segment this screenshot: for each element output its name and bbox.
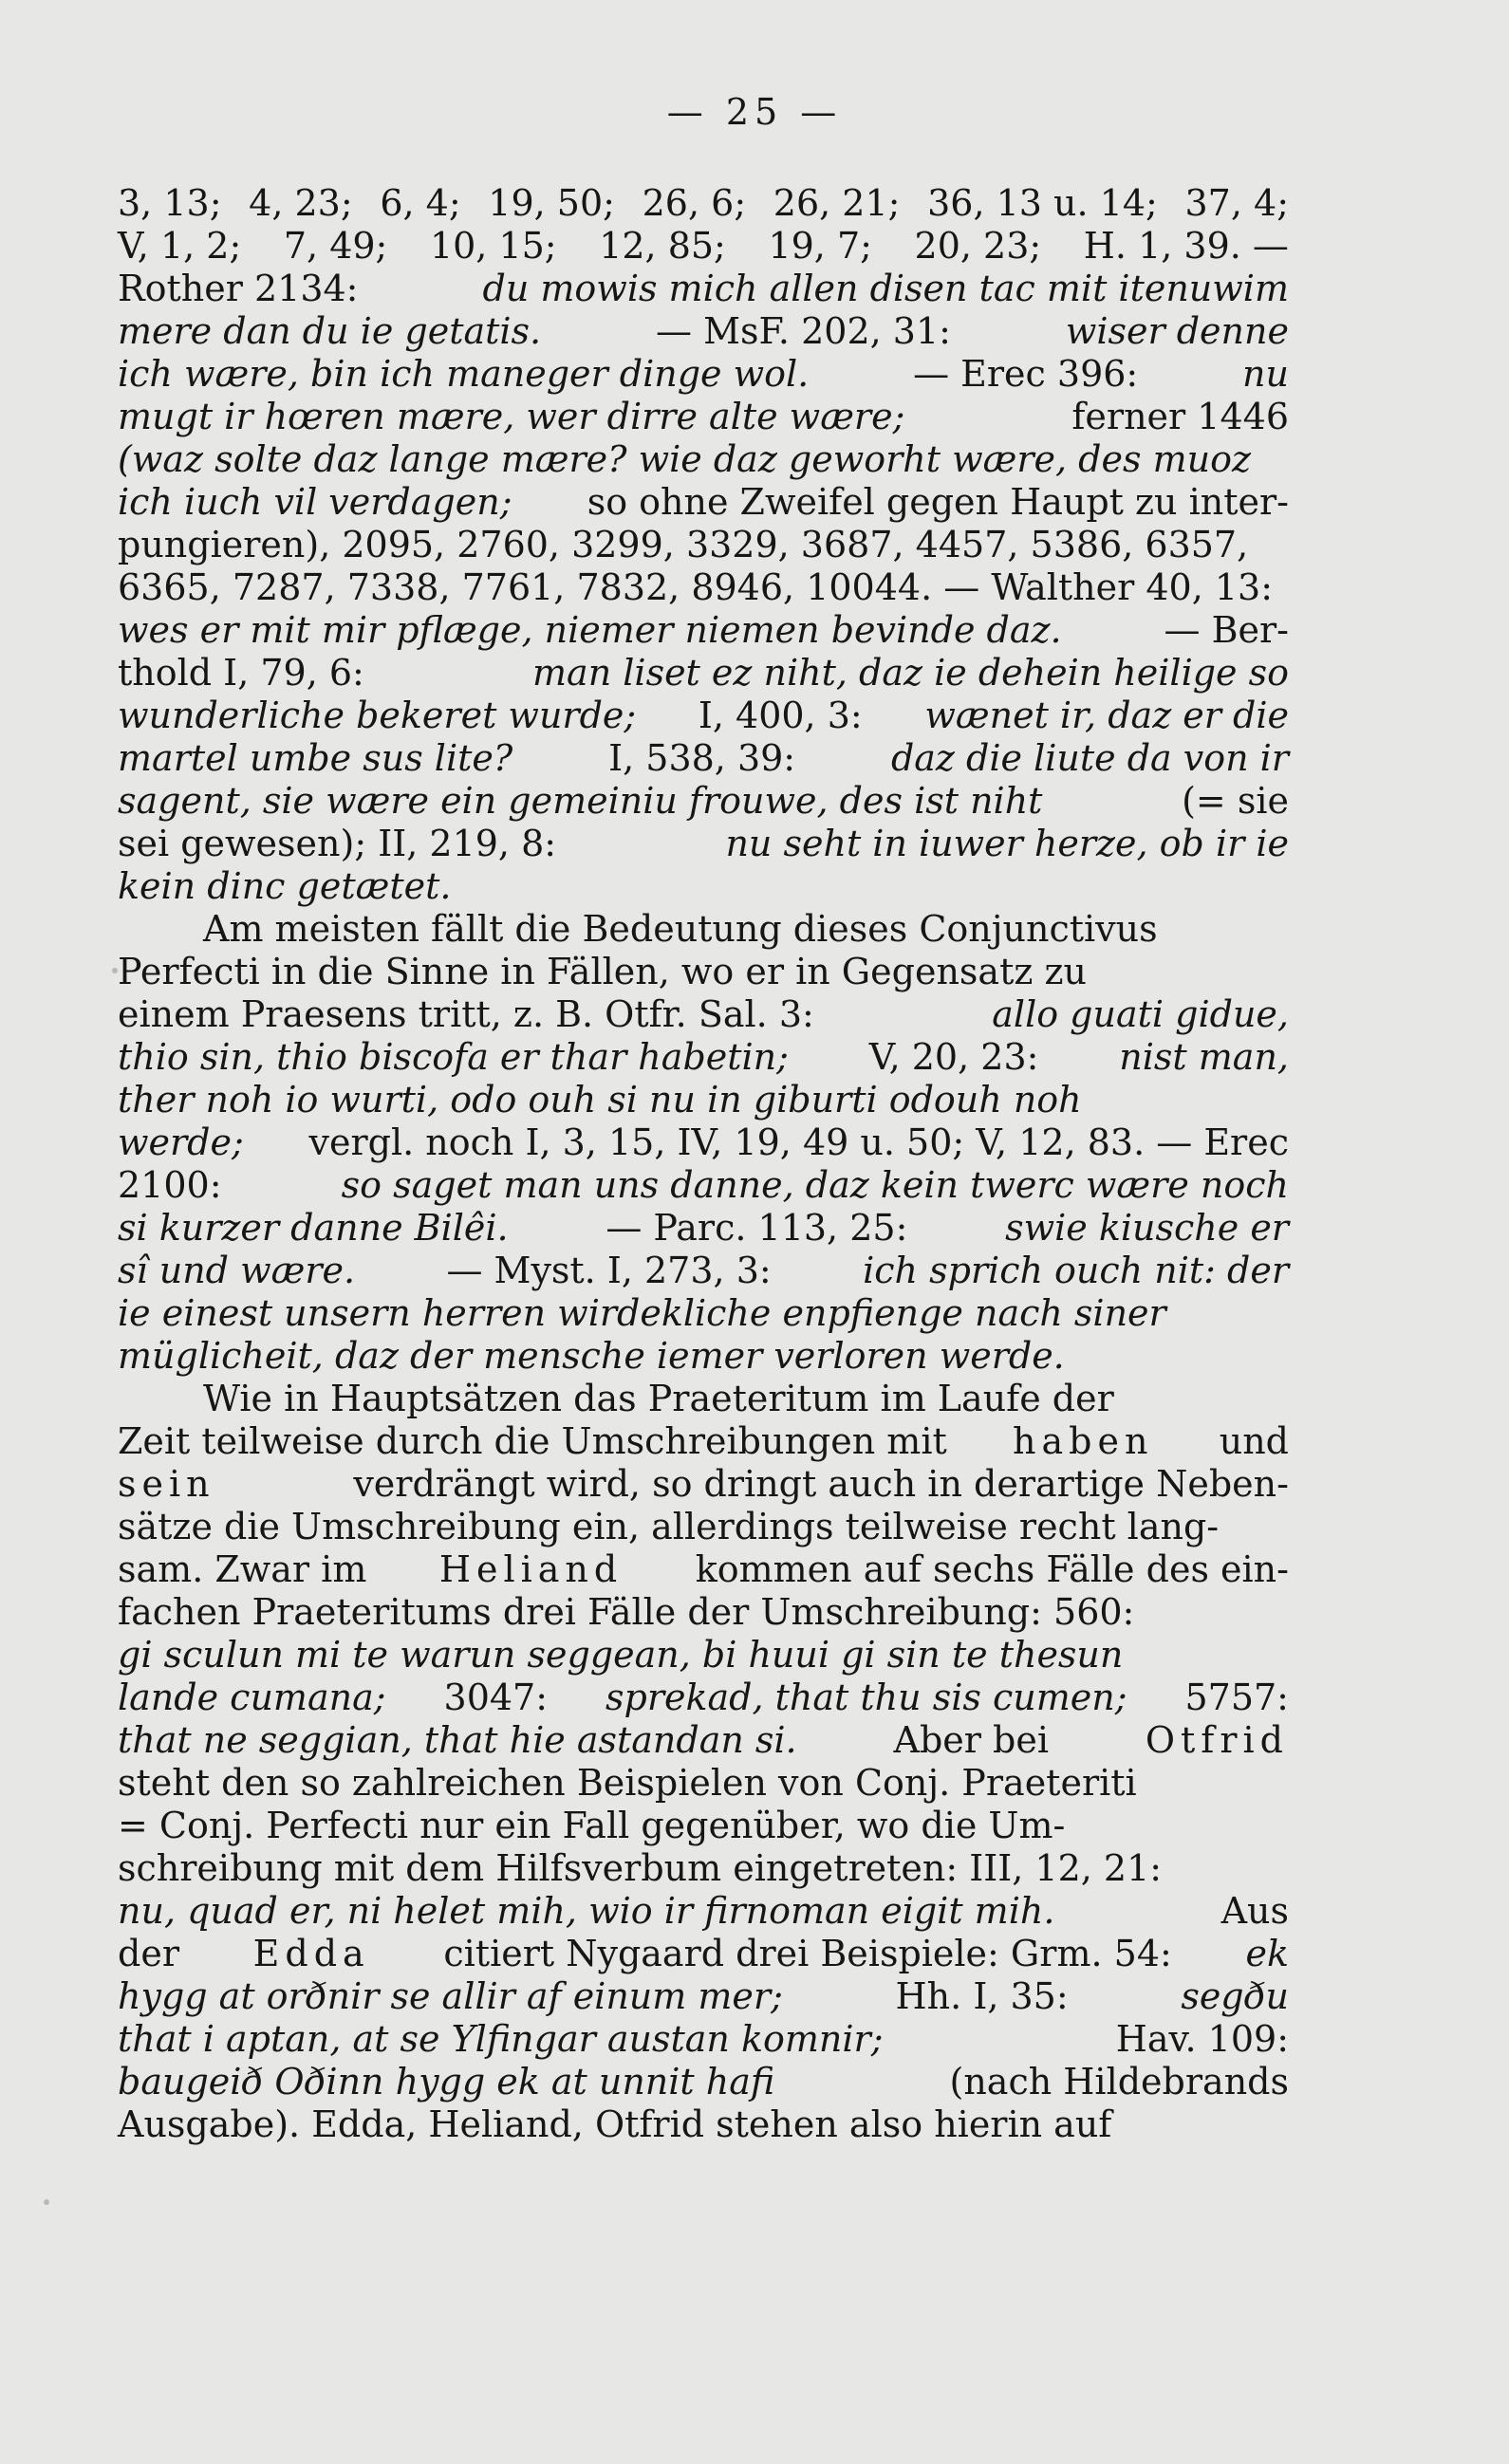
text-line [118,1975,1289,2018]
italic-quotation: (waz solte daz lange mære? wie daz geworht wære, des muoz [118,438,1251,480]
text-line [118,481,1289,524]
text-segment: kommen auf sechs Fälle des ein- [695,1548,1289,1590]
text-line [118,1847,1289,1890]
text-segment: steht den so zahlreichen Beispielen von Conj. Praeteriti [118,1762,1137,1804]
text-segment: (= sie [1182,780,1289,822]
italic-quotation: gi sculun mi te warun seggean, bi huui gi sin te thesun [118,1634,1124,1676]
text-segment: 26, 21; [773,182,901,224]
italic-quotation: kein dinc getætet. [118,865,452,907]
text-line [118,1463,1289,1506]
text-segment: fachen Praeteritums drei Fälle der Umschreibung: 560: [118,1591,1135,1633]
text-line [118,1207,1289,1250]
spaced-emphasis: Heliand [438,1548,624,1590]
body-text [118,182,1289,2146]
italic-quotation: mere dan du ie getatis. [118,310,542,352]
text-line [118,2018,1289,2061]
text-segment: V, 1, 2; [118,225,242,267]
text-line [118,268,1289,310]
text-segment: I, 538, 39: [608,737,796,779]
text-segment: einem Praesens tritt, z. B. Otfr. Sal. 3: [118,993,814,1035]
italic-quotation: nist man, [1119,1036,1289,1078]
italic-quotation: hygg at orðnir se allir af einum mer; [118,1975,783,2017]
scan-speck [112,968,118,973]
italic-quotation: nu seht in iuwer herze, ob ir ie [725,823,1289,864]
italic-quotation: nu [1242,353,1289,395]
italic-quotation: allo guati gidue, [992,993,1289,1035]
text-line [118,566,1289,609]
text-segment: verdrängt wird, so dringt auch in derartige Neben- [353,1463,1289,1505]
text-line [118,1079,1289,1121]
text-segment: 6, 4; [380,182,461,224]
italic-quotation: wes er mit mir pflæge, niemer niemen bevinde daz. [118,609,1062,651]
italic-quotation: that i aptan, at se Ylfingar austan komnir; [118,2018,884,2060]
text-segment: der [118,1933,179,1974]
text-segment: 3, 13; [118,182,222,224]
italic-quotation: werde; [118,1121,244,1163]
text-segment: V, 20, 23: [868,1036,1039,1078]
text-line [118,1121,1289,1164]
text-line [118,1548,1289,1591]
text-segment: thold I, 79, 6: [118,652,364,694]
italic-quotation: man liset ez niht, daz ie dehein heilige so [532,652,1289,694]
text-segment: 4, 23; [249,182,353,224]
spaced-emphasis: sein [118,1463,215,1505]
text-line [118,2061,1289,2103]
text-segment: H. 1, 39. — [1083,225,1289,267]
text-line [118,438,1289,481]
italic-quotation: mugt ir hœren mære, wer dirre alte wære; [118,396,905,437]
scan-speck [44,2199,49,2205]
text-segment: pungieren), 2095, 2760, 3299, 3329, 3687, 4457, 5386, 6357, [118,524,1249,565]
text-segment: Am meisten fällt die Bedeutung dieses Conjunctivus [203,908,1158,950]
italic-quotation: swie kiusche er [1005,1207,1289,1249]
text-segment: 10, 15; [429,225,557,267]
text-line [118,865,1289,908]
text-line [118,1634,1289,1677]
text-segment: — Parc. 113, 25: [605,1207,908,1249]
text-segment: ferner 1446 [1071,396,1289,437]
text-line [118,1591,1289,1634]
text-line [118,1036,1289,1079]
text-line [118,1805,1289,1847]
italic-quotation: lande cumana; [118,1677,386,1718]
text-segment: I, 400, 3: [698,695,863,736]
text-segment: 12, 85; [599,225,726,267]
text-segment: — Erec 396: [913,353,1139,395]
text-segment: 20, 23; [914,225,1042,267]
italic-quotation: ich wære, bin ich maneger dinge wol. [118,353,810,395]
text-line [118,908,1289,951]
italic-quotation: baugeið Oðinn hygg ek at unnit hafi [118,2061,775,2103]
text-line [118,1335,1289,1378]
text-segment: sätze die Umschreibung ein, allerdings teilweise recht lang- [118,1506,1220,1547]
text-line [118,1420,1289,1463]
text-line [118,993,1289,1036]
text-line [118,353,1289,396]
text-segment: 36, 13 u. 14; [927,182,1158,224]
spaced-emphasis: Otfrid [1145,1719,1289,1761]
text-segment: Aber bei [893,1719,1049,1761]
text-line [118,396,1289,438]
italic-quotation: sagent, sie wære ein gemeiniu frouwe, des ist niht [118,780,1043,822]
text-segment: (nach Hildebrands [949,2061,1289,2103]
text-line [118,182,1289,225]
text-segment: sei gewesen); II, 219, 8: [118,823,557,864]
text-line [118,1890,1289,1933]
text-segment: 3047: [443,1677,549,1718]
italic-quotation: ek [1245,1933,1289,1974]
text-line [118,695,1289,737]
text-line [118,1677,1289,1719]
text-segment: 26, 6; [642,182,747,224]
italic-quotation: nu, quad er, ni helet mih, wio ir firnoman eigit mih. [118,1890,1055,1932]
text-line [118,225,1289,268]
spaced-emphasis: Edda [252,1933,370,1974]
text-segment: 2100: [118,1164,222,1206]
text-segment: — Myst. I, 273, 3: [446,1250,772,1291]
text-segment: — MsF. 202, 31: [656,310,951,352]
text-line [118,2103,1289,2146]
italic-quotation: that ne seggian, that hie astandan si. [118,1719,797,1761]
text-segment: citiert Nygaard drei Beispiele: Grm. 54: [443,1933,1172,1974]
text-segment: 37, 4; [1184,182,1289,224]
text-segment: Ausgabe). Edda, Heliand, Otfrid stehen also hierin auf [118,2103,1112,2145]
italic-quotation: so saget man uns danne, daz kein twerc wære noch [341,1164,1289,1206]
text-line [118,780,1289,823]
text-segment: und [1219,1420,1289,1462]
italic-quotation: wænet ir, daz er die [924,695,1289,736]
page-number: — 25 — [666,91,843,133]
text-segment: 19, 7; [768,225,872,267]
text-line [118,1762,1289,1805]
text-line [118,1250,1289,1292]
italic-quotation: daz die liute da von ir [890,737,1289,779]
italic-quotation: sî und wære. [118,1250,356,1291]
text-segment: so ohne Zweifel gegen Haupt zu inter- [587,481,1289,523]
text-segment: Hh. I, 35: [895,1975,1069,2017]
text-line [118,1378,1289,1420]
text-line [118,951,1289,993]
text-line [118,737,1289,780]
text-line [118,823,1289,865]
text-segment: 5757: [1184,1677,1289,1718]
text-segment: vergl. noch I, 3, 15, IV, 19, 49 u. 50; V, 12, 83. — Erec [308,1121,1289,1163]
text-line [118,524,1289,566]
italic-quotation: thio sin, thio biscofa er thar habetin; [118,1036,789,1078]
text-segment: 7, 49; [283,225,388,267]
spaced-emphasis: haben [1013,1420,1154,1462]
italic-quotation: sprekad, that thu sis cumen; [605,1677,1127,1718]
text-segment: 6365, 7287, 7338, 7761, 7832, 8946, 10044. — Walther 40, 13: [118,566,1274,608]
italic-quotation: müglicheit, daz der mensche iemer verloren werde. [118,1335,1065,1377]
text-segment: 19, 50; [488,182,615,224]
text-line [118,310,1289,353]
italic-quotation: du mowis mich allen disen tac mit itenuwim [482,268,1289,309]
text-line [118,1933,1289,1975]
text-line [118,609,1289,652]
text-segment: schreibung mit dem Hilfsverbum eingetreten: III, 12, 21: [118,1847,1163,1889]
text-line [118,1506,1289,1548]
italic-quotation: wiser denne [1065,310,1289,352]
italic-quotation: ich iuch vil verdagen; [118,481,512,523]
text-segment: sam. Zwar im [118,1548,367,1590]
text-segment: Hav. 109: [1115,2018,1289,2060]
italic-quotation: wunderliche bekeret wurde; [118,695,637,736]
text-line [118,1164,1289,1207]
text-line [118,1719,1289,1762]
italic-quotation: segðu [1181,1975,1289,2017]
italic-quotation: ther noh io wurti, odo ouh si nu in giburti odouh noh [118,1079,1082,1121]
text-segment: Zeit teilweise durch die Umschreibungen mit [118,1420,947,1462]
text-line [118,1292,1289,1335]
italic-quotation: si kurzer danne Bilêi. [118,1207,509,1249]
italic-quotation: martel umbe sus lite? [118,737,513,779]
text-line [118,652,1289,695]
text-segment: Rother 2134: [118,268,359,309]
italic-quotation: ie einest unsern herren wirdekliche enpfienge nach siner [118,1292,1166,1334]
italic-quotation: ich sprich ouch nit: der [863,1250,1289,1291]
text-segment: — Ber- [1164,609,1289,651]
text-segment: Perfecti in die Sinne in Fällen, wo er in Gegensatz zu [118,951,1087,992]
text-segment: = Conj. Perfecti nur ein Fall gegenüber, wo die Um- [118,1805,1066,1846]
text-segment: Aus [1220,1890,1289,1932]
text-segment: Wie in Hauptsätzen das Praeteritum im Laufe der [203,1378,1114,1419]
